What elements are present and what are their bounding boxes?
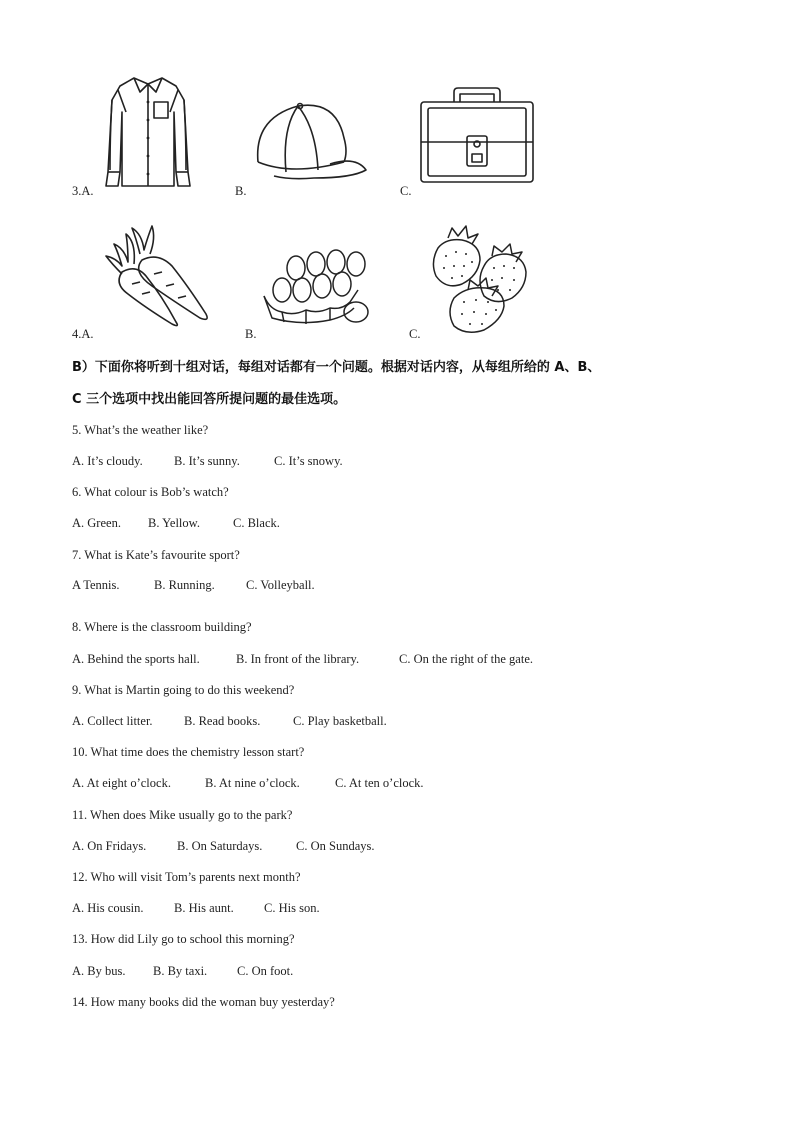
option-a[interactable]: A. By bus. [72, 964, 126, 978]
question-14: 14. How many books did the woman buy yesterday? [72, 995, 335, 1009]
option-a[interactable]: A. On Fridays. [72, 839, 147, 853]
question-number: 4. [72, 327, 82, 341]
question-3-label [72, 184, 94, 199]
option-c[interactable]: C. Black. [233, 516, 280, 530]
option-c-label [400, 184, 411, 199]
question-8: 8. Where is the classroom building? [72, 620, 252, 634]
option-c[interactable]: C. His son. [264, 901, 320, 915]
question-9-options [72, 714, 387, 729]
option-c[interactable]: C. At ten o’clock. [335, 776, 424, 790]
option-a[interactable]: A. At eight o’clock. [72, 776, 171, 790]
question-6-options [72, 516, 280, 531]
question-13: 13. How did Lily go to school this morning? [72, 932, 295, 946]
option-c[interactable]: C. On Sundays. [296, 839, 375, 853]
question-5: 5. What’s the weather like? [72, 423, 209, 437]
option-a[interactable]: A. It’s cloudy. [72, 454, 143, 468]
option-a[interactable]: A. His cousin. [72, 901, 144, 915]
option-label: B. [245, 327, 257, 341]
option-c[interactable]: C. Play basketball. [293, 714, 387, 728]
question-10: 10. What time does the chemistry lesson start? [72, 745, 305, 759]
question-12: 12. Who will visit Tom’s parents next month? [72, 870, 301, 884]
question-12-options [72, 901, 320, 916]
option-c[interactable]: C. Volleyball. [246, 578, 315, 592]
question-13-options [72, 964, 293, 979]
option-label: A. [81, 184, 94, 198]
instruction-line: C 三个选项中找出能回答所提问题的最佳选项。 [72, 392, 347, 407]
question-7-options [72, 578, 315, 593]
question-8-options [72, 652, 533, 667]
option-b[interactable]: B. It’s sunny. [174, 454, 240, 468]
option-label: A. [81, 327, 94, 341]
option-a[interactable]: A. Collect litter. [72, 714, 153, 728]
option-c[interactable]: C. On the right of the gate. [399, 652, 533, 666]
strawberry-icon [428, 222, 532, 336]
option-b-label-row4 [245, 327, 256, 342]
bag-icon [418, 86, 536, 186]
option-b[interactable]: B. In front of the library. [236, 652, 360, 666]
option-a[interactable]: A. Green. [72, 516, 121, 530]
instruction-line: B）下面你将听到十组对话，每组对话都有一个问题。根据对话内容，从每组所给的 A、B、 [72, 360, 601, 375]
option-a[interactable]: A Tennis. [72, 578, 120, 592]
option-b[interactable]: B. On Saturdays. [177, 839, 263, 853]
question-11: 11. When does Mike usually go to the park? [72, 808, 293, 822]
question-5-options [72, 454, 343, 469]
option-b[interactable]: B. Running. [154, 578, 215, 592]
carrot-icon [102, 224, 212, 328]
question-number: 3. [72, 184, 82, 198]
option-b[interactable]: B. His aunt. [174, 901, 234, 915]
option-b-label [235, 184, 246, 199]
option-b[interactable]: B. Read books. [184, 714, 261, 728]
question-9: 9. What is Martin going to do this weekend? [72, 683, 295, 697]
option-b[interactable]: B. Yellow. [148, 516, 200, 530]
question-4-label [72, 327, 94, 342]
option-label: C. [409, 327, 421, 341]
section-b-instructions [72, 352, 722, 416]
option-b[interactable]: B. By taxi. [153, 964, 208, 978]
option-c-label-row4 [409, 327, 420, 342]
shirt-icon [104, 72, 192, 190]
option-b[interactable]: B. At nine o’clock. [205, 776, 300, 790]
eggs-icon [260, 246, 378, 328]
option-label: B. [235, 184, 247, 198]
question-11-options [72, 839, 374, 854]
question-10-options [72, 776, 424, 791]
option-a[interactable]: A. Behind the sports hall. [72, 652, 200, 666]
cap-icon [252, 98, 370, 186]
option-c[interactable]: C. On foot. [237, 964, 294, 978]
option-label: C. [400, 184, 412, 198]
question-7: 7. What is Kate’s favourite sport? [72, 548, 240, 562]
option-c[interactable]: C. It’s snowy. [274, 454, 343, 468]
question-6: 6. What colour is Bob’s watch? [72, 485, 229, 499]
